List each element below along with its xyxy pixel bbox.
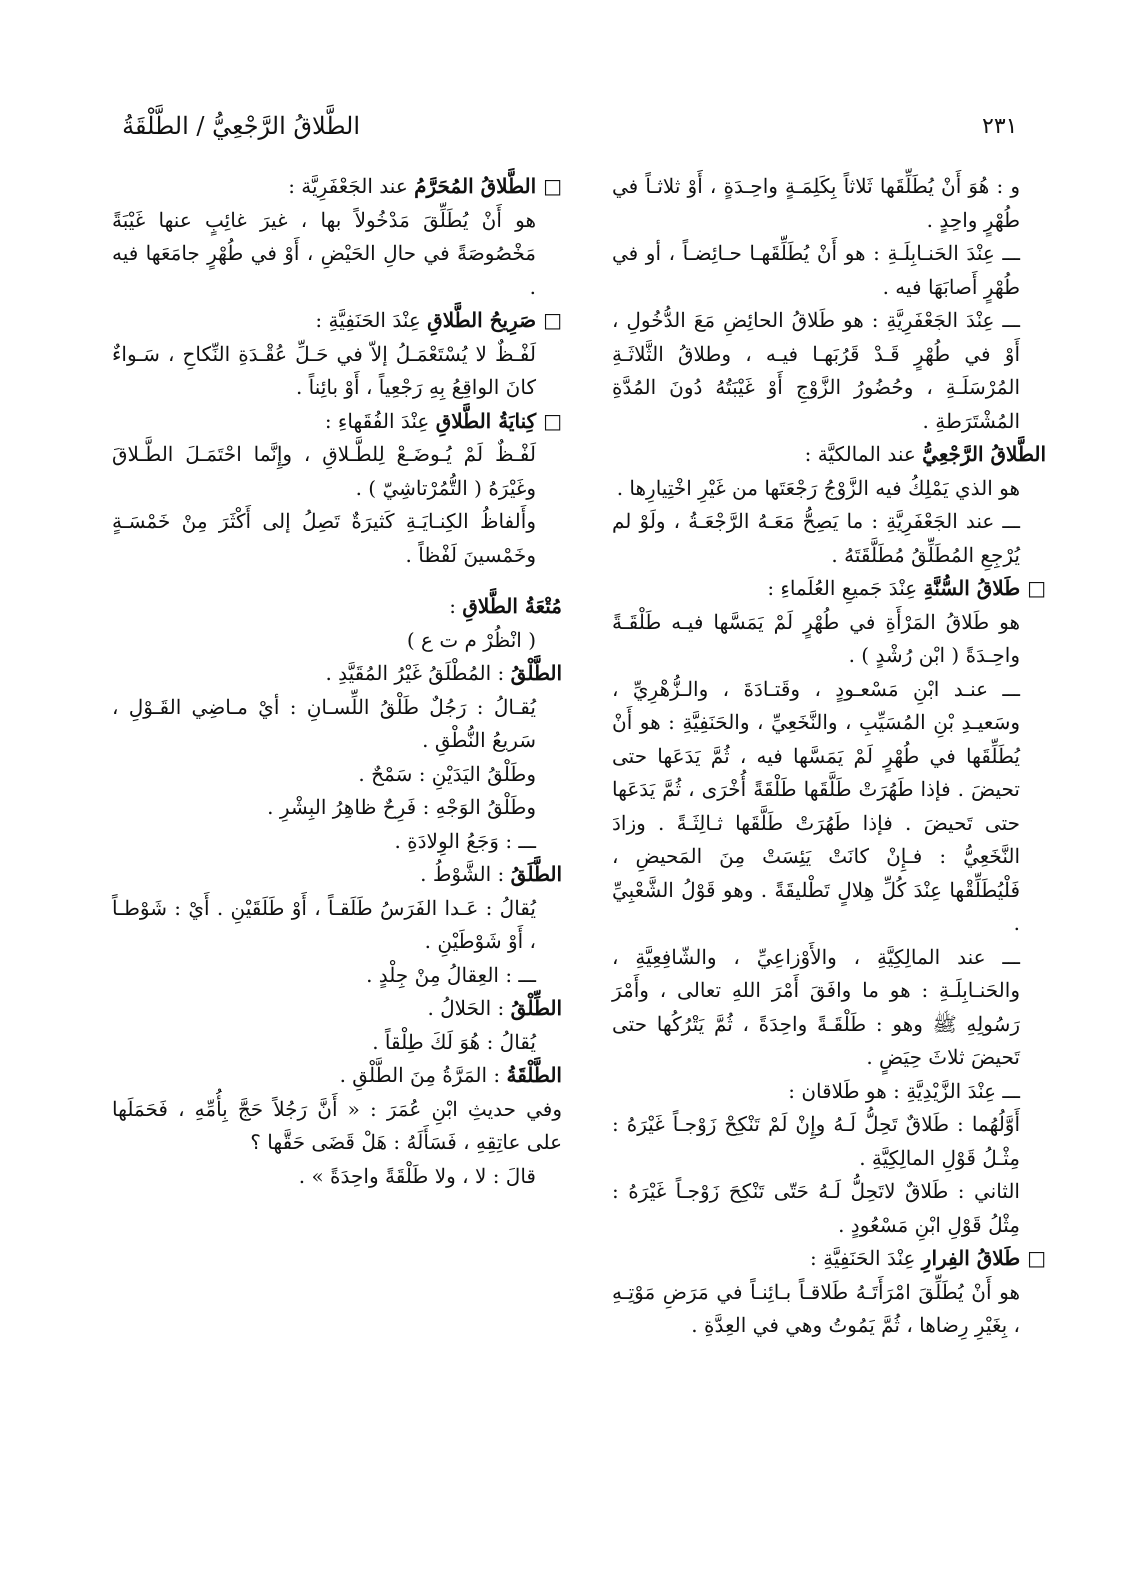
- running-header-title: الطَّلاقُ الرَّجْعِيُّ / الطَّلْقَةُ: [122, 112, 360, 140]
- entry-heading: الطِّلْقُ : الحَلالُ .: [427, 996, 562, 1020]
- left-column: [112, 170, 562, 1193]
- entry-text: ـــ عِنْدَ الجَعْفَرِيَّةِ : هو طَلاقُ الحائِضِ مَعَ الدُّخُولِ ، أَوْ في طُهْرٍ قَـدْ قَرُبَهـا فيـه ، وطلاقُ الثَّلاثَـةِ المُرْسَلَـةِ ، وحُضُورُ الزَّوْجِ أَوْ غَيْبَتُهُ دُونَ المُدَّةِ المُشْتَرَطةِ .: [612, 308, 1020, 433]
- page-number: ٢٣١: [982, 114, 1018, 139]
- entry-text: يُقـالُ : رَجُلٌ طَلْقُ اللِّسـانِ : أيْ مـاضِي القَـوْلِ ، سَريعُ النُّطْقِ .: [112, 694, 536, 752]
- entry-heading: الطَّلْقُ : المُطْلَقُ غَيْرُ المُقَيَّدِ .: [325, 661, 562, 685]
- entry-text: هو أَنْ يُطَلِّقَ مَدْخُولاً بها ، غيرَ غائِبٍ عنها غَيْبَةً مَخْصُوصَةً في حالِ الحَيْضِ ، أَوْ في طُهْرٍ جامَعَها فيه .: [112, 207, 536, 299]
- entry-text: ـــ : العِقالُ مِنْ جِلْدٍ .: [366, 962, 536, 987]
- entry-text: يُقالُ : عَـدا الفَرَسُ طَلَقـاً ، أَوْ طَلَقَيْنِ . أَيْ : شَوْطـاً ، أَوْ شَوْطَيْنِ .: [112, 895, 536, 953]
- entry-text: وأَلفاظُ الكِنـايَـةِ كَثيرَةٌ تَصِلُ إلى أَكْثَرَ مِنْ خَمْسَـةٍ وخَمْسينَ لَفْظاً .: [112, 509, 536, 567]
- entry-heading: □ صَرِيحُ الطَّلاقِ عِنْدَ الحَنَفِيَّةِ :: [315, 308, 562, 332]
- entry-heading: □ كِنايَةُ الطَّلاقِ عِنْدَ الفُقَهاءِ :: [324, 408, 562, 433]
- entry-text: لَفْـظٌ لَمْ يُـوضَـعْ لِلطَّـلاقِ ، وإِنَّما احْتَمَـلَ الطَّـلاقَ وغَيْرَهُ ( التُّمُرْتاشِيّ ) .: [112, 442, 536, 500]
- entry-text: هو أَنْ يُطَلِّقَ امْرَأَتَـهُ طَلاقـاً بـائِنـاً في مَرَضِ مَوْتِـهِ ، بِغَيْرِ رِضاها ، ثُمَّ يَمُوتُ وهي في العِدَّةِ .: [612, 1279, 1020, 1337]
- entry-heading: الطَّلاقُ الرَّجْعِيُّ عند المالكيَّة :: [804, 442, 1046, 466]
- entry-heading: الطَّلَقُ : الشَّوْطُ .: [420, 862, 562, 886]
- entry-text: وفي حديثِ ابْنِ عُمَرَ : « أَنَّ رَجُلاً حَجَّ بِأُمِّهِ ، فَحَمَلَها على عاتِقِهِ ، فَسَأَلَهُ : هَلْ قَضَى حَقَّها ؟: [112, 1096, 562, 1154]
- entry-text: وطَلْقُ اليَدَيْنِ : سَمْحٌ .: [358, 761, 536, 786]
- entry-text: ـــ عنـد ابْنِ مَسْعـودٍ ، وقَتـادَةَ ، والـزُّهْرِيِّ ، وسَعيـدِ بْنِ المُسَيِّبِ ، والنَّخَعِيِّ ، والحَنَفِيَّةِ : هو أَنْ يُطَلِّقَها في طُهْرٍ لَمْ يَمَسَّها فيه ، ثُمَّ يَدَعَها حتى تحيضَ . فإذا طَهُرَتْ طَلَّقَها طَلْقَةً أُخْرَى ، ثُمَّ يَدَعَها حتى تَحيضَ . فإذا طَهُرَتْ طَلَّقَها ثـالِثَـةً . وزادَ النَّخَعِيُّ : فـإِنْ كانَتْ يَئِسَتْ مِنَ المَحيضِ ، فَلْيُطَلِّقْها عِنْدَ كُلِّ هِلالٍ تَطْليقَةً . وهو قَوْلُ الشَّعْبِيِّ .: [612, 676, 1020, 935]
- entry-text: لَفْـظٌ لا يُسْتَعْمَـلُ إلاّ في حَـلِّ عُقْـدَةِ النِّكاحِ ، سَـواءٌ كانَ الواقِعُ بِهِ رَجْعِياً ، أَوْ بائِناً .: [112, 341, 536, 399]
- entry-heading: □ طَلاقُ الفِرارِ عِنْدَ الحَنَفِيَّةِ :: [810, 1246, 1046, 1270]
- right-column: [612, 170, 1046, 1343]
- entry-text: ـــ عند المالِكِيَّةِ ، والأَوْزاعِيِّ ، والشّافِعِيَّةِ ، والحَنـابِلَـةِ : هو ما وافَقَ أَمْرَ اللهِ تعالى ، وأَمْرَ رَسُولِهِ ﷺ وهو : طَلْقَـةً واحِدَةً ، ثُمَّ يَتْرُكُها حتى تَحيضَ ثلاثَ حِيَضٍ .: [612, 944, 1020, 1069]
- entry-text: الثاني : طَلاقٌ لاتَحِلُّ لَـهُ حَتّى تَنْكِحَ زَوْجـاً غَيْرَهُ : مِثْلُ قَوْلِ ابْنِ مَسْعُودٍ .: [612, 1179, 1020, 1237]
- entry-heading: الطَّلْقَةُ : المَرَّةُ مِنَ الطَّلْقِ .: [339, 1063, 562, 1087]
- entry-text: هو طَلاقُ المَرْأَةِ في طُهْرٍ لَمْ يَمَسَّها فيـه طَلْقَـةً واحِـدَةً ( ابْن رُشْدٍ ) .: [612, 609, 1020, 667]
- entry-text: وطَلْقُ الوَجْهِ : فَرِحٌ ظاهِرُ البِشْرِ .: [267, 795, 536, 819]
- entry-heading: □ طَلاقُ السُّنَّةِ عِنْدَ جَميعِ العُلَماءِ :: [767, 576, 1046, 600]
- entry-text: ـــ عِنْدَ الحَنـابِلَـةِ : هو أَنْ يُطَلِّقَهـا حـائِضـاً ، أو في طُهْرٍ أَصابَهَا فيه .: [612, 241, 1020, 299]
- entry-text: قالَ : لا ، ولا طَلْقَةً واحِدَةً » .: [298, 1163, 536, 1188]
- entry-text: ـــ : وَجَعُ الوِلادَةِ .: [394, 828, 536, 853]
- entry-heading: □ الطَّلاقُ المُحَرَّمُ عند الجَعْفَرِيَّة :: [288, 174, 562, 198]
- entry-text: و : هُوَ أَنْ يُطَلِّقَها ثَلاثاً بِكَلِمَـةٍ واحِـدَةٍ ، أَوْ ثلاثـاً في طُهْرٍ واحِدٍ .: [612, 174, 1020, 232]
- entry-text: هو الذي يَمْلِكُ فيه الزَّوْجُ رَجْعَتَها من غَيْرِ اخْتِيارِها .: [616, 475, 1020, 500]
- entry-text: ـــ عند الجَعْفَرِيَّةِ : ما يَصِحُّ مَعَـهُ الرَّجْعَـةُ ، ولَوْ لم يُرْجِعِ المُطَلِّقُ مُطَلَّقَتَهُ .: [612, 509, 1020, 567]
- entry-heading: مُتْعَةُ الطَّلاقِ :: [449, 594, 562, 618]
- entry-text: يُقالُ : هُوَ لَكَ طِلْقاً .: [372, 1029, 536, 1054]
- entry-text: ( انْظُرْ م ت ع ): [406, 627, 536, 652]
- entry-text: أَوَّلُهُما : طَلاقٌ تَحِلُّ لَـهُ وإِنْ لَمْ تَنْكِحْ زَوْجـاً غَيْرَهُ : مِثْـلُ قَوْلِ المالِكِيَّةِ .: [612, 1112, 1020, 1170]
- entry-text: ـــ عِنْدَ الزَّيْدِيَّةِ : هو طَلاقان :: [788, 1078, 1020, 1103]
